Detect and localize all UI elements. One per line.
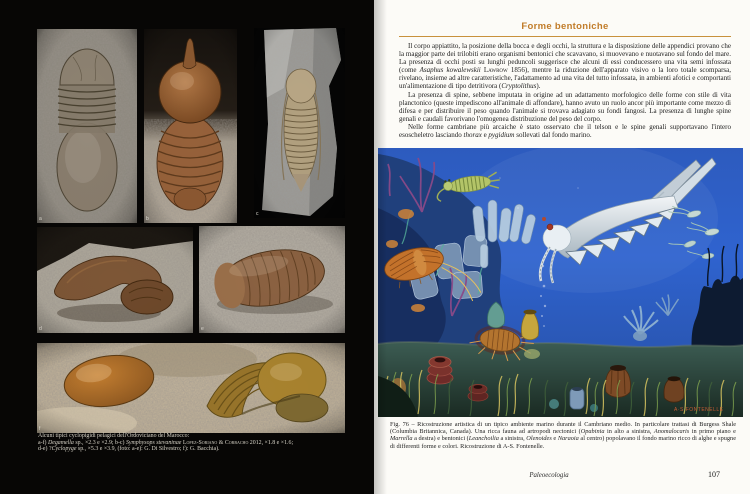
fossil-photo-b	[144, 29, 237, 223]
running-title: Paleoecologia	[529, 472, 569, 479]
artist-signature: A·S FONTENELLE	[674, 407, 724, 413]
left-page	[0, 0, 374, 494]
fossil-photo-c	[254, 28, 345, 218]
photo-label-e: e	[201, 326, 204, 332]
body-paragraph-1: Il corpo appiattito, la posizione della bocca e degli occhi, la struttura e la disposizione delle appendici provano che la maggior parte dei trilobiti erano organismi bentonici che scavavano, si muovevano e nuotavano sul fondo del mare. La presenza di occhi posti su lunghi peduncoli suggerisce che alcuni di essi conducessero una vita semi infossata (come Asaphus kowalewskii Lawrow 1856), mentre la riduzione dell'apparato visivo o la loro totale scomparsa, rivelano, insieme ad altre caratteristiche, l'adattamento ad una vita del tutto infossata, in ambienti afotici e comportanti un'alimentazione di tipo detritivora (Cryptolithus).	[399, 42, 731, 91]
photo-label-d: d	[39, 326, 42, 332]
body-paragraph-3: Nelle forme cambriane più arcaiche è stato osservato che il telson e le spine genali supportavano l'intero esoscheletro lasciando thorax e pygidium sollevati dal fondo marino.	[399, 122, 731, 140]
left-caption-line3: d-e) ?Cyclopyge sp., ×5.3 e ×3.9, (foto: a-e): G. Di Silvestro; f): G. Bacchia).	[38, 446, 220, 452]
fossil-photo-a-image	[37, 29, 137, 223]
cambrian-scene-illustration	[378, 148, 743, 417]
fossil-photo-b-image	[144, 29, 237, 223]
body-text	[399, 42, 731, 146]
section-title: Forme bentoniche	[521, 21, 609, 32]
photo-label-f: f	[39, 426, 41, 432]
figure-caption: Fig. 76 – Ricostruzione artistica di un tipico ambiente marino durante il Cambriano medio. In particolare trattasi di Burgess Shale (Columbia Britannica, Canada). Una ricca fauna ad artropodi nectonici (Opabinia in alto a sinistra, Anomalocaris in primo piano e Marrella a destra) e bentonici (Leanchoilia a sinistra, Olenoides e Naraoia al centro) popolavano il fondo marino ricco di alghe e spugne di differenti forme e colori. Ricostruzione di A-S. Fontenelle.	[390, 421, 736, 450]
right-page	[374, 0, 750, 494]
fossil-photo-f-image	[37, 343, 345, 433]
fossil-photo-e	[199, 226, 345, 333]
page-number: 107	[708, 470, 720, 479]
fossil-photo-c-image	[254, 28, 345, 218]
fossil-photo-d	[37, 227, 193, 333]
body-paragraph-2: La presenza di spine, sebbene imputata in origine ad un adattamento morfologico delle forme con stile di vita planctonico (queste impediscono all'animale di affondare), hanno avuto un ruolo ancor più importante come mezzo di difesa e per distribuire il peso quando l'animale si trovava adagiato su fondi fangosi. La presenza di lunghe spine genali e caudali favorivano l'omogenea distribuzione del peso del corpo.	[399, 90, 731, 123]
left-caption-line2: a-f) Degamella sp., ×2.3 e ×2.9; b-c) Symphysops stevaninae Lopez-Soriano & Corbacho 2012, ×1.8 e ×1.6;	[38, 439, 294, 446]
fossil-photo-f	[37, 343, 345, 433]
fossil-photo-d-image	[37, 227, 193, 333]
photo-label-a: a	[39, 216, 42, 222]
section-rule	[399, 36, 731, 37]
photo-label-b: b	[146, 216, 149, 222]
figure-76-painting	[378, 148, 743, 417]
fossil-photo-a	[37, 29, 137, 223]
left-page-caption	[38, 433, 293, 453]
fossil-photo-e-image	[199, 226, 345, 333]
photo-label-c: c	[256, 211, 259, 217]
left-caption-line1: Alcuni tipici cyclopigidi pelagici dell'Ordoviciano del Marocco:	[38, 433, 190, 439]
